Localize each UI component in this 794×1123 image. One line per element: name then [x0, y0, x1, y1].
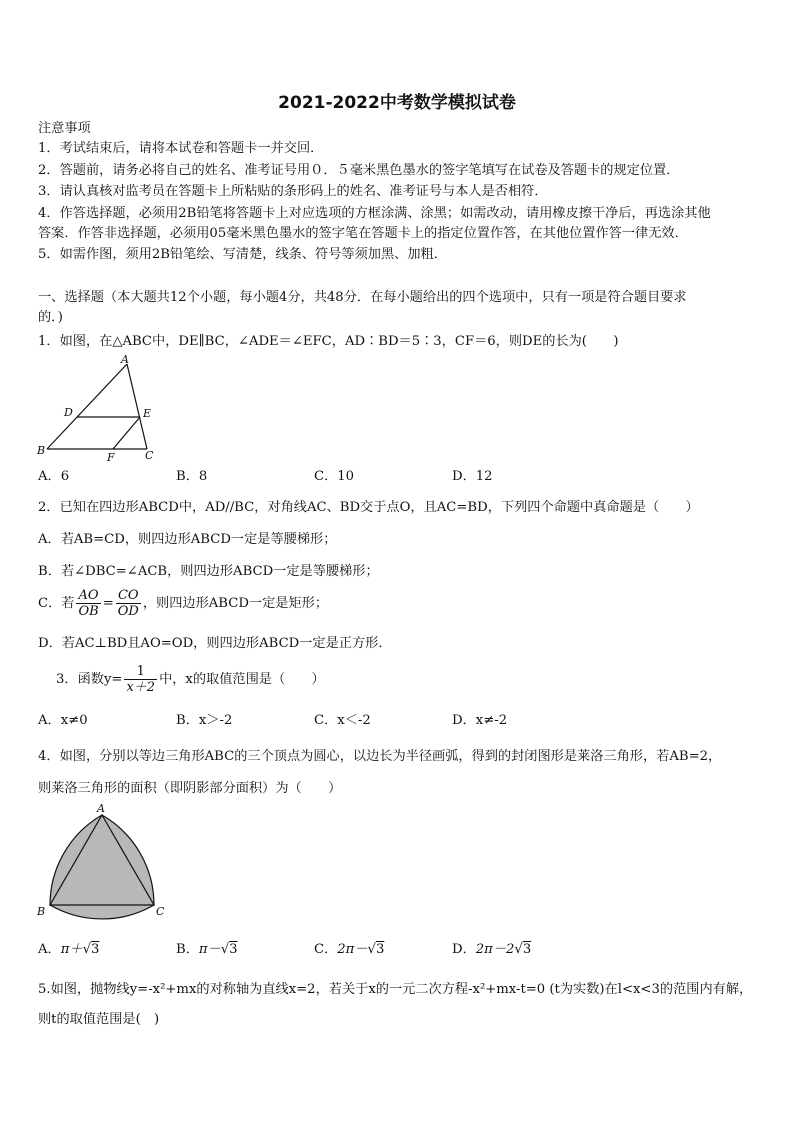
notice-item: 5．如需作图，须用2B铅笔绘、写清楚，线条、符号等须加黑、加粗． — [38, 247, 447, 262]
q4-choice-b: B．π－√3 — [176, 942, 238, 957]
q3-suffix: 中，x的取值范围是（ ） — [159, 672, 325, 687]
q3-choice-b: B．x＞-2 — [176, 713, 233, 728]
q1-stem: 1．如图，在△ABC中，DE∥BC，∠ADE＝∠EFC，AD∶BD＝5∶3，CF＝6，则DE的长为( ) — [38, 334, 619, 349]
q4-choice-c: C．2π－√3 — [314, 942, 385, 957]
q1-choice-d: D．12 — [452, 469, 493, 484]
q4-choice-a: A．π＋√3 — [38, 942, 100, 957]
q2-stem: 2．已知在四边形ABCD中，AD//BC，对角线AC、BD交于点O，且AC=BD，下列四个命题中真命题是（ ） — [38, 500, 699, 515]
q1-choice-a: A．6 — [38, 469, 70, 484]
label-C: C — [145, 449, 154, 462]
q2-option-d: D．若AC⊥BD且AO=OD，则四边形ABCD一定是正方形． — [38, 636, 392, 651]
q4-stem-line2: 则莱洛三角形的面积（即阴影部分面积）为（ ） — [38, 781, 342, 796]
label-F: F — [107, 451, 115, 464]
label-C: C — [156, 905, 165, 918]
equals-sign: = — [102, 596, 114, 611]
label-A: A — [121, 354, 129, 366]
notice-item: 2．答题前，请务必将自己的姓名、准考证号用０．５毫米黑色墨水的签字笔填写在试卷及答题卡的规定位置． — [38, 163, 680, 178]
notice-item: 1．考试结束后，请将本试卷和答题卡一并交回． — [38, 141, 324, 156]
fraction-ao-ob: $\frac{AO}{OB}$ — [78, 588, 99, 619]
label-A: A — [97, 802, 105, 815]
q1-choice-c: C．10 — [314, 469, 355, 484]
q1-triangle-figure — [32, 354, 162, 464]
fraction-co-od: $\frac{CO}{OD}$ — [117, 588, 139, 619]
q3-choice-c: C．x＜-2 — [314, 713, 371, 728]
q2-option-c-suffix: ，则四边形ABCD一定是矩形； — [142, 596, 329, 611]
notice-item: 3．请认真核对监考员在答题卡上所粘贴的条形码上的姓名、准考证号与本人是否相符． — [38, 184, 548, 199]
q3-choice-d: D．x≠-2 — [452, 713, 508, 728]
q2-option-c — [38, 588, 328, 619]
notice-heading: 注意事项 — [38, 121, 91, 136]
reuleaux-triangle-figure — [32, 802, 172, 924]
q2-option-c-prefix: C．若 — [38, 596, 75, 611]
label-D: D — [64, 406, 73, 419]
fraction-1-over-x-plus-2: $\frac{1}{x+2}$ — [126, 664, 156, 695]
q1-choice-b: B．8 — [176, 469, 208, 484]
exam-title: 2021-2022中考数学模拟试卷 — [278, 93, 516, 113]
q5-stem-line1: 5.如图，抛物线y=-x²+mx的对称轴为直线x=2，若关于x的一元二次方程-x²+mx-t=0 (t为实数)在l<x<3的范围内有解， — [38, 982, 753, 997]
q3-choice-a: A．x≠0 — [38, 713, 88, 728]
q3-prefix: 3．函数y= — [56, 672, 123, 687]
q2-option-a: A．若AB=CD，则四边形ABCD一定是等腰梯形； — [38, 532, 337, 547]
q4-stem-line1: 4．如图，分别以等边三角形ABC的三个顶点为圆心，以边长为半径画弧，得到的封闭图形是莱洛三角形，若AB=2， — [38, 749, 722, 764]
label-B: B — [37, 444, 46, 457]
notice-item: 答案．作答非选择题，必须用05毫米黑色墨水的签字笔在答题卡上的指定位置作答，在其他位置作答一律无效． — [38, 226, 688, 241]
notice-item: 4．作答选择题，必须用2B铅笔将答题卡上对应选项的方框涂满、涂黑；如需改动，请用橡皮擦干净后，再选涂其他 — [38, 206, 711, 221]
q5-stem-line2: 则t的取值范围是( ) — [38, 1012, 160, 1027]
q3-stem — [56, 664, 325, 695]
q4-choice-d: D．2π－2√3 — [452, 942, 532, 957]
q2-option-b: B．若∠DBC=∠ACB，则四边形ABCD一定是等腰梯形； — [38, 564, 379, 579]
label-B: B — [37, 905, 46, 918]
section-heading: 一、选择题（本大题共12个小题，每小题4分，共48分．在每小题给出的四个选项中，只有一项是符合题目要求 — [38, 290, 687, 305]
label-E: E — [143, 407, 152, 420]
section-heading-cont: 的．) — [38, 310, 63, 325]
